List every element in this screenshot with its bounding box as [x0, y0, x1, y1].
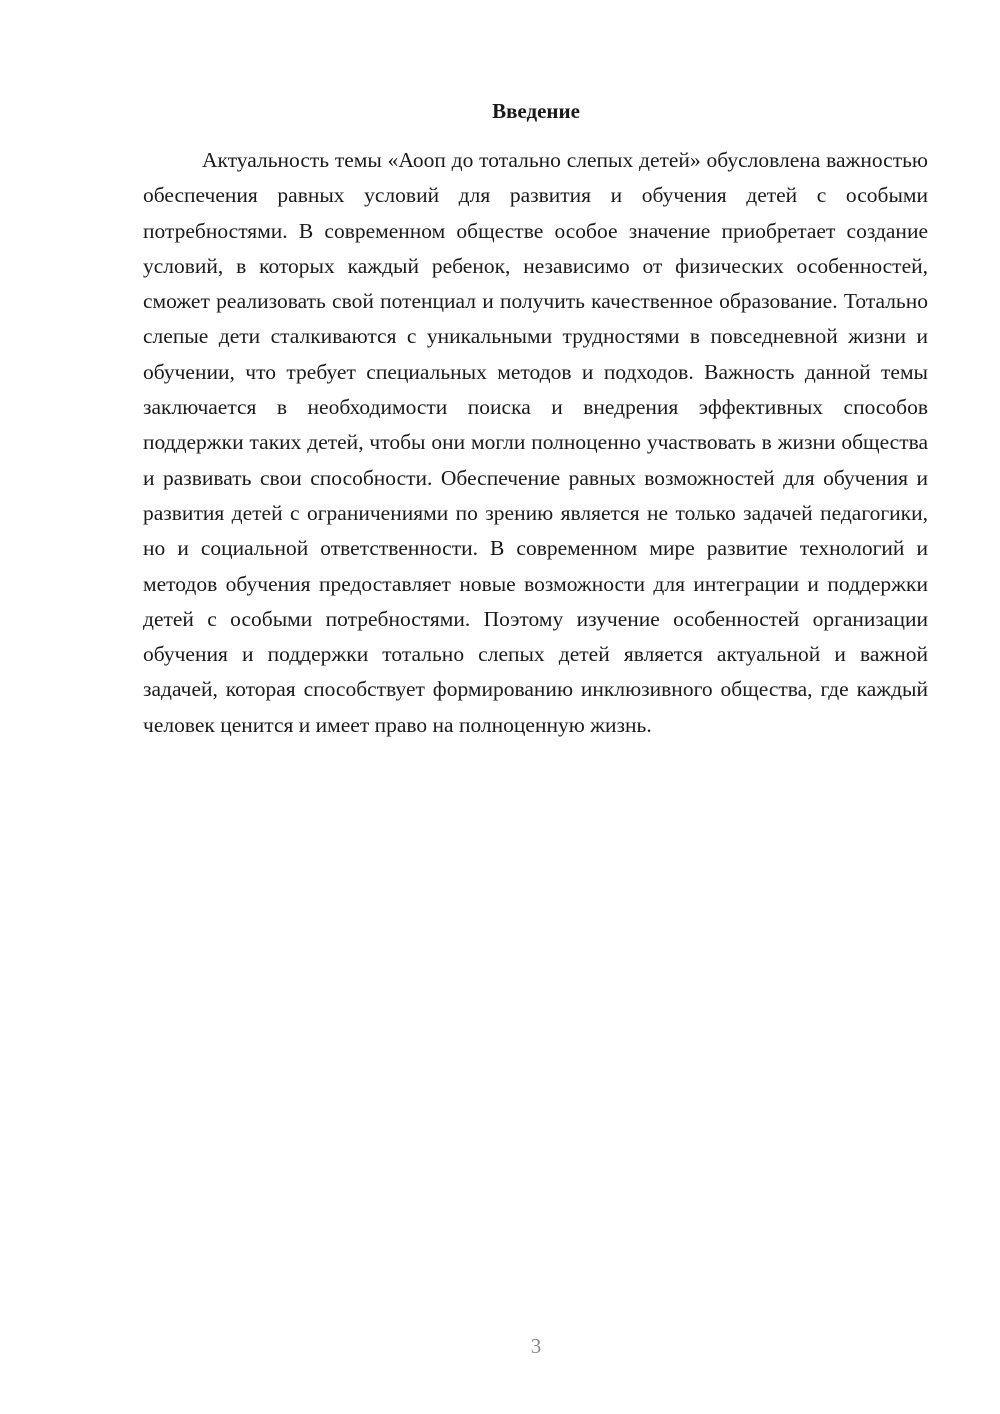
body-paragraph: Актуальность темы «Аооп до тотально слепых детей» обусловлена важностью обеспечения равных условий для развития и обучения детей с особыми потребностями. В современном обществе особое значение приобретает создание условий, в которых каждый ребенок, независимо от физических особенностей, сможет реализовать свой потенциал и получить качественное образование. Тотально слепые дети сталкиваются с уникальными трудностями в повседневной жизни и обучении, что требует специальных методов и подходов. Важность данной темы заключается в необходимости поиска и внедрения эффективных способов поддержки таких детей, чтобы они могли полноценно участвовать в жизни общества и развивать свои способности. Обеспечение равных возможностей для обучения и развития детей с ограничениями по зрению является не только задачей педагогики, но и социальной ответственности. В современном мире развитие технологий и методов обучения предоставляет новые возможности для интеграции и поддержки детей с особыми потребностями. Поэтому изучение особенностей организации обучения и поддержки тотально слепых детей является актуальной и важной задачей, которая способствует формированию инклюзивного общества, где каждый человек ценится и имеет право на полноценную жизнь. — [143, 148, 928, 737]
page-number: 3 — [530, 1334, 542, 1358]
section-title: Введение — [492, 99, 580, 123]
